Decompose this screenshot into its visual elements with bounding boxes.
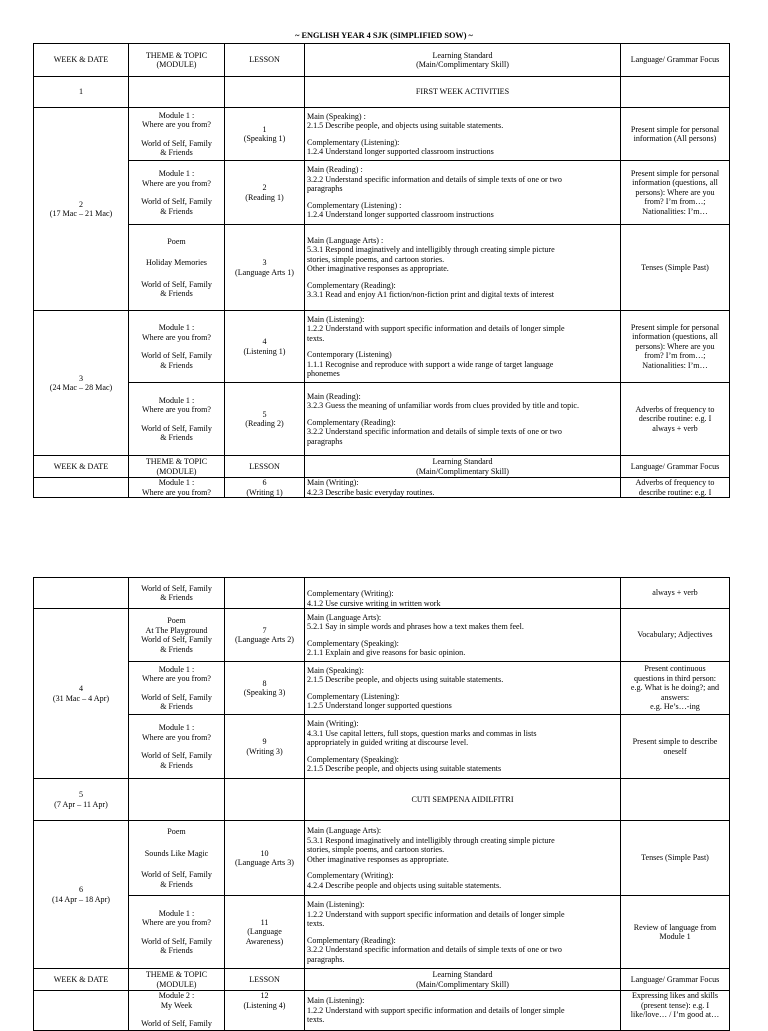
table-row-lesson-2 xyxy=(34,161,730,225)
header-week-date: WEEK & DATE xyxy=(34,969,129,991)
week-number: 4 xyxy=(78,684,84,693)
table-row-lesson-4 xyxy=(34,311,730,383)
header-theme-topic: THEME & TOPIC (MODULE) xyxy=(129,44,225,77)
lesson-cell: 3 (Language Arts 1) xyxy=(225,225,305,311)
learning-standard-cell: Main (Listening): 1.2.2 Understand with support specific information and details of longer simple texts. Complementary (Reading): 3.2.2 Understand specific information and details of simple texts of one or two paragraphs. xyxy=(305,896,621,969)
week-date: (14 Apr – 18 Apr) xyxy=(52,894,110,904)
table-row-lesson-8 xyxy=(34,662,730,715)
grammar-focus-cell: Tenses (Simple Past) xyxy=(621,821,730,896)
table-header-row xyxy=(34,456,730,478)
lesson-cell: 1 (Speaking 1) xyxy=(225,108,305,161)
lesson-cell: 7 (Language Arts 2) xyxy=(225,609,305,662)
learning-standard-cell: Main (Language Arts): 5.2.1 Say in simple words and phrases how a text makes them feel. Complementary (Speaking): 2.1.1 Explain and give reasons for basic opinion. xyxy=(305,609,621,662)
learning-standard-cell: Main (Listening): 1.2.2 Understand with support specific information and details of longer simple texts. Contemporary (Listening) 1.1.1 Recognise and reproduce with support a wide range of target language phonemes xyxy=(305,311,621,383)
lesson-cell: 4 (Listening 1) xyxy=(225,311,305,383)
lesson-cell: 11 (Language Awareness) xyxy=(225,896,305,969)
week-number: 1 xyxy=(34,77,129,108)
week-activity: FIRST WEEK ACTIVITIES xyxy=(305,77,621,108)
header-grammar-focus: Language/ Grammar Focus xyxy=(621,969,730,991)
header-lesson: LESSON xyxy=(225,969,305,991)
learning-standard-cell: Main (Reading): 3.2.3 Guess the meaning of unfamiliar words from clues provided by title and topic. Complementary (Reading): 3.2.2 Understand specific information and details of simple texts of one or two paragraphs xyxy=(305,383,621,456)
grammar-focus-cell: Review of language from Module 1 xyxy=(621,896,730,969)
week-date-cell xyxy=(34,108,129,311)
table-row-lesson-6 xyxy=(34,478,730,498)
week-date-cell xyxy=(34,478,129,498)
learning-standard-cell: Main (Language Arts) : 5.3.1 Respond imaginatively and intelligibly through creating simple picture stories, simple poems, and cartoon stories. Other imaginative responses as appropriate. Complementary (Reading): 3.3.1 Read and enjoy A1 fiction/non-fiction print and digital texts of interest xyxy=(305,225,621,311)
theme-cell-empty xyxy=(129,77,225,108)
table-row-lesson-9 xyxy=(34,715,730,779)
table-header-row xyxy=(34,969,730,991)
theme-topic-cell: Module 1 : Where are you from? xyxy=(129,478,225,498)
table-row-week-5 xyxy=(34,779,730,821)
scheme-of-work-table-1 xyxy=(33,43,730,498)
document-title: ~ ENGLISH YEAR 4 SJK (SIMPLIFIED SOW) ~ xyxy=(295,31,473,40)
table-row-lesson-11 xyxy=(34,896,730,969)
grammar-focus-cell: Adverbs of frequency to describe routine: e.g. I xyxy=(621,478,730,498)
grammar-focus-cell: Vocabulary; Adjectives xyxy=(621,609,730,662)
header-lesson: LESSON xyxy=(225,44,305,77)
week-number: 5 xyxy=(78,790,84,799)
header-lesson: LESSON xyxy=(225,456,305,478)
theme-topic-cell: Module 1 : Where are you from? World of Self, Family & Friends xyxy=(129,896,225,969)
scheme-of-work-table-2 xyxy=(33,577,730,1031)
header-learning-standard: Learning Standard (Main/Complimentary Skill) xyxy=(305,456,621,478)
learning-standard-cell: Main (Speaking) : 2.1.5 Describe people, and objects using suitable statements. Complementary (Listening): 1.2.4 Understand longer supported classroom instructions xyxy=(305,108,621,161)
lesson-cell xyxy=(225,578,305,609)
header-theme-topic: THEME & TOPIC (MODULE) xyxy=(129,969,225,991)
grammar-focus-cell: Adverbs of frequency to describe routine: e.g. I always + verb xyxy=(621,383,730,456)
header-learning-standard: Learning Standard (Main/Complimentary Skill) xyxy=(305,44,621,77)
grammar-focus-cell: Expressing likes and skills (present tense): e.g. I like/love… / I’m good at… xyxy=(621,991,730,1031)
grammar-focus-cell: always + verb xyxy=(621,578,730,609)
table-header-row xyxy=(34,44,730,77)
week-date-cell xyxy=(34,578,129,609)
theme-topic-cell: Module 1 : Where are you from? World of Self, Family & Friends xyxy=(129,662,225,715)
week-date: (31 Mac – 4 Apr) xyxy=(52,693,110,703)
week-date: (7 Apr – 11 Apr) xyxy=(54,799,108,809)
table-row-lesson-12 xyxy=(34,991,730,1031)
learning-standard-cell: Main (Speaking): 2.1.5 Describe people, and objects using suitable statements. Complementary (Listening): 1.2.5 Understand longer supported questions xyxy=(305,662,621,715)
theme-topic-cell: Module 1 : Where are you from? World of Self, Family & Friends xyxy=(129,108,225,161)
theme-topic-cell: Poem Sounds Like Magic World of Self, Family & Friends xyxy=(129,821,225,896)
table-row-lesson-3 xyxy=(34,225,730,311)
lesson-cell: 6 (Writing 1) xyxy=(225,478,305,498)
learning-standard-cell: Main (Writing): 4.3.1 Use capital letters, full stops, question marks and commas in lists appropriately in guided writing at discourse level. Complementary (Speaking): 2.1.5 Describe people, and objects using suitable statements xyxy=(305,715,621,779)
theme-topic-cell: Poem Holiday Memories World of Self, Family & Friends xyxy=(129,225,225,311)
theme-topic-cell: Module 2 : My Week World of Self, Family xyxy=(129,991,225,1031)
learning-standard-cell: Main (Language Arts): 5.3.1 Respond imaginatively and intelligibly through creating simple picture stories, simple poems, and cartoon stories. Other imaginative responses as appropriate. Complementary (Writing): 4.2.4 Describe people and objects using suitable statements. xyxy=(305,821,621,896)
table-row-lesson-7 xyxy=(34,609,730,662)
table-row-lesson-5 xyxy=(34,383,730,456)
lesson-cell: 5 (Reading 2) xyxy=(225,383,305,456)
table-row-lesson-10 xyxy=(34,821,730,896)
theme-topic-cell: Module 1 : Where are you from? World of Self, Family & Friends xyxy=(129,715,225,779)
week-number: 6 xyxy=(78,885,84,894)
grammar-focus-cell: Tenses (Simple Past) xyxy=(621,225,730,311)
week-date-cell xyxy=(34,609,129,779)
lesson-cell: 2 (Reading 1) xyxy=(225,161,305,225)
week-number: 2 xyxy=(78,199,84,209)
lesson-cell: 12 (Listening 4) xyxy=(225,991,305,1031)
lesson-cell: 9 (Writing 3) xyxy=(225,715,305,779)
grammar-cell-empty xyxy=(621,779,730,821)
header-week-date: WEEK & DATE xyxy=(34,44,129,77)
week-number: 3 xyxy=(78,373,84,383)
header-theme-topic: THEME & TOPIC (MODULE) xyxy=(129,456,225,478)
theme-topic-cell: Module 1 : Where are you from? World of Self, Family & Friends xyxy=(129,311,225,383)
header-learning-standard: Learning Standard (Main/Complimentary Skill) xyxy=(305,969,621,991)
week-date-cell xyxy=(34,991,129,1031)
lesson-cell: 10 (Language Arts 3) xyxy=(225,821,305,896)
lesson-cell-empty xyxy=(225,779,305,821)
grammar-focus-cell: Present simple to describe oneself xyxy=(621,715,730,779)
grammar-focus-cell: Present simple for personal information (All persons) xyxy=(621,108,730,161)
lesson-cell: 8 (Speaking 3) xyxy=(225,662,305,715)
theme-cell-empty xyxy=(129,779,225,821)
grammar-focus-cell: Present simple for personal information (questions, all persons): Where are you from? I’m from…; Nationalities: I’m… xyxy=(621,311,730,383)
learning-standard-cell: Main (Reading) : 3.2.2 Understand specific information and details of simple texts of one or two paragraphs Complementary (Listening) : 1.2.4 Understand longer supported classroom instructions xyxy=(305,161,621,225)
learning-standard-cell: Main (Listening): 1.2.2 Understand with support specific information and details of longer simple texts. xyxy=(305,991,621,1031)
theme-topic-cell: Module 1 : Where are you from? World of Self, Family & Friends xyxy=(129,383,225,456)
theme-topic-cell: Module 1 : Where are you from? World of Self, Family & Friends xyxy=(129,161,225,225)
table-row-week-1 xyxy=(34,77,730,108)
header-grammar-focus: Language/ Grammar Focus xyxy=(621,456,730,478)
week-date: (17 Mac – 21 Mac) xyxy=(49,209,113,218)
theme-topic-cell: World of Self, Family & Friends xyxy=(129,578,225,609)
week-date: (24 Mac – 28 Mac) xyxy=(49,383,113,392)
grammar-cell-empty xyxy=(621,77,730,108)
header-grammar-focus: Language/ Grammar Focus xyxy=(621,44,730,77)
learning-standard-cell: Complementary (Writing): 4.1.2 Use cursive writing in written work xyxy=(305,578,621,609)
week-date-cell xyxy=(34,779,129,821)
week-date-cell xyxy=(34,311,129,456)
learning-standard-cell: Main (Writing): 4.2.3 Describe basic everyday routines. xyxy=(305,478,621,498)
week-activity: CUTI SEMPENA AIDILFITRI xyxy=(305,779,621,821)
header-week-date: WEEK & DATE xyxy=(34,456,129,478)
theme-topic-cell: Poem At The Playground World of Self, Family & Friends xyxy=(129,609,225,662)
table-row-lesson-6-continued xyxy=(34,578,730,609)
grammar-focus-cell: Present simple for personal information (questions, all persons): Where are you from? I’m from…; Nationalities: I’m… xyxy=(621,161,730,225)
grammar-focus-cell: Present continuous questions in third person: e.g. What is he doing?; and answers: e.g. He’s…-ing xyxy=(621,662,730,715)
week-date-cell xyxy=(34,821,129,969)
table-row-lesson-1 xyxy=(34,108,730,161)
lesson-cell-empty xyxy=(225,77,305,108)
